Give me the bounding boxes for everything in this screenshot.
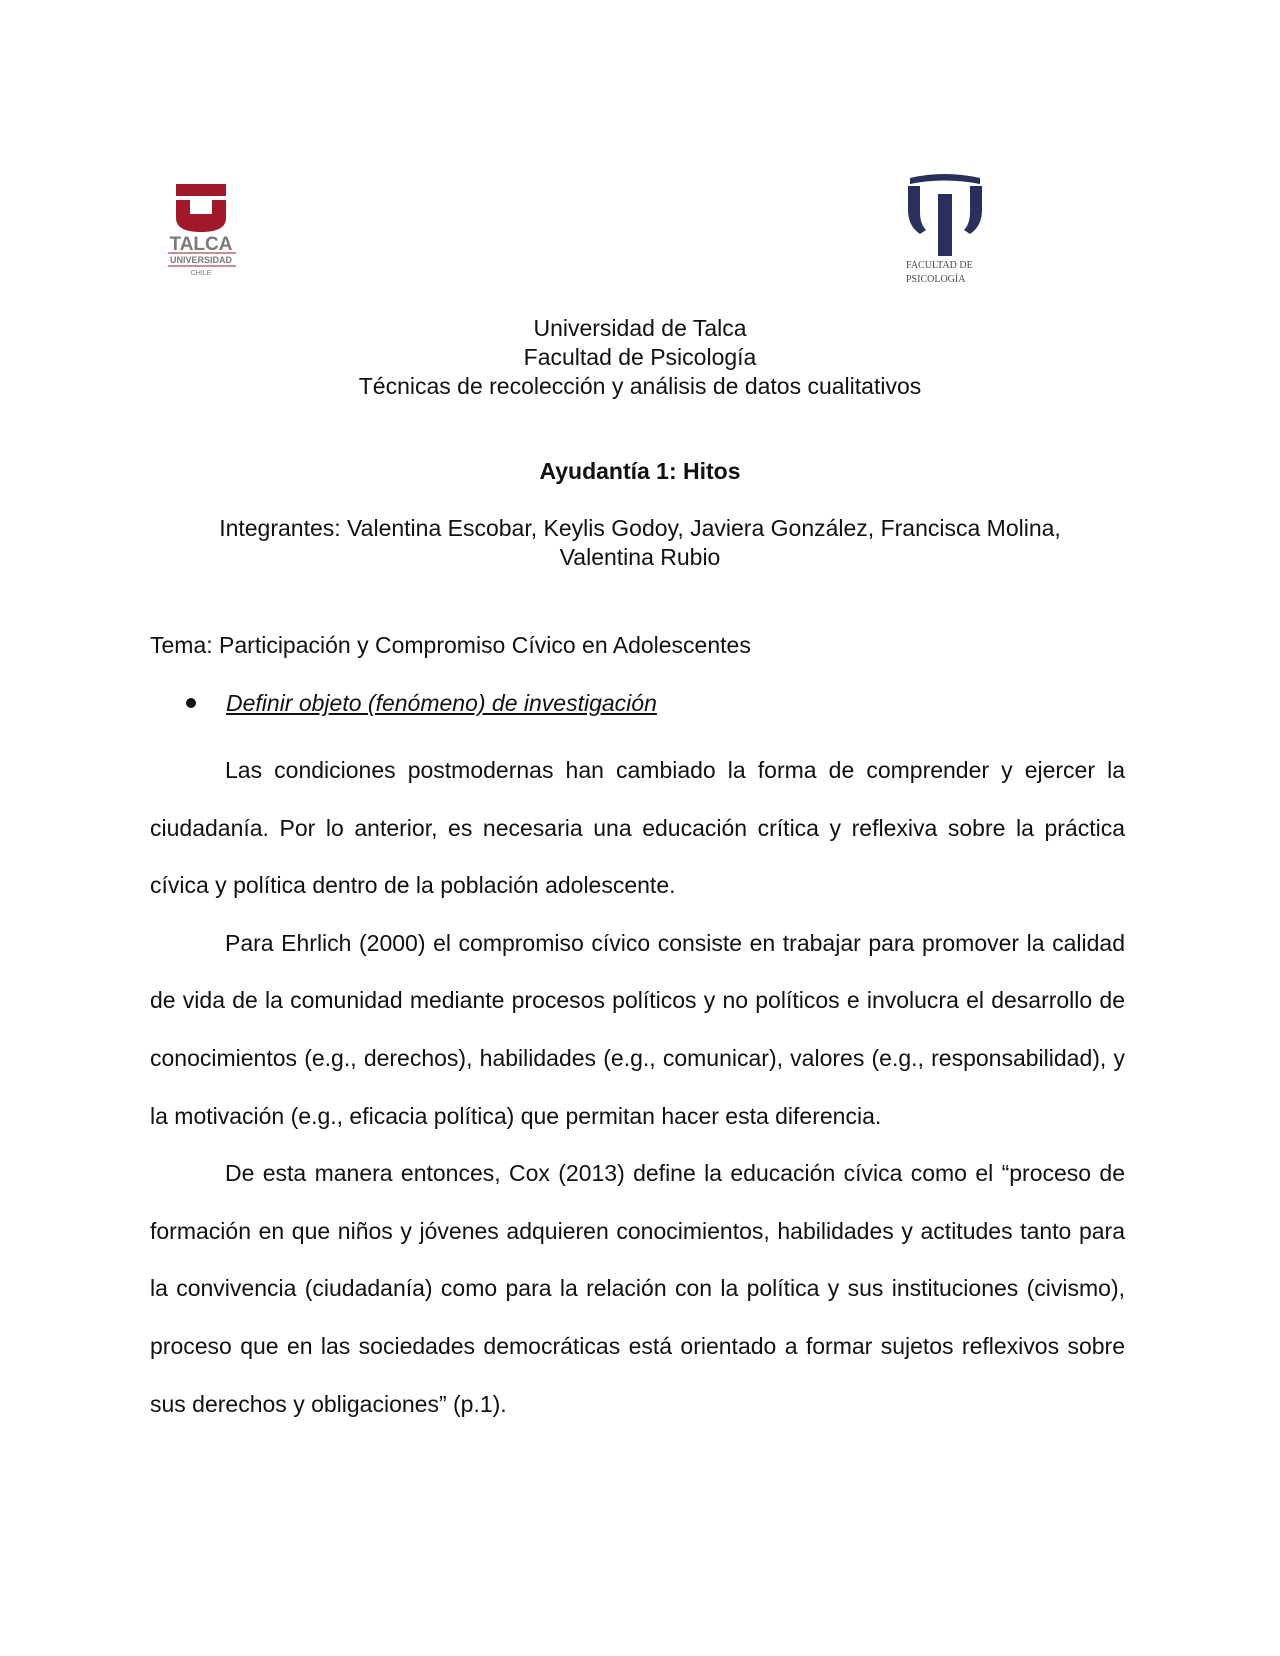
universidad-logo-text: UNIVERSIDAD (169, 255, 233, 265)
document-title: Ayudantía 1: Hitos (539, 458, 741, 484)
bullet-text: Definir objeto (fenómeno) de investigación (226, 690, 657, 716)
paragraph: De esta manera entonces, Cox (2013) define la educación cívica como el “proceso de formación en que niños y jóvenes adquieren conocimientos, habilidades y actitudes tanto para la convivencia (ciudadanía) como para la relación con la política y sus instituciones (civismo), proceso que en las sociedades democráticas está orientado a formar sujetos reflexivos sobre sus derechos y obligaciones” (p.1). (150, 1160, 1125, 1417)
members-list (150, 514, 1130, 572)
talca-logo-text: TALCA (169, 234, 233, 255)
body-text (150, 742, 1125, 1433)
members-line-2: Valentina Rubio (559, 544, 721, 570)
facultad-logo-text: FACULTAD DE (906, 260, 973, 271)
facultad-de-psicologia-logo (904, 172, 986, 292)
institution-header (0, 314, 1280, 401)
faculty-name: Facultad de Psicología (523, 344, 757, 370)
university-name: Universidad de Talca (533, 315, 747, 341)
bullet-item (186, 688, 657, 718)
universidad-de-talca-logo (168, 184, 248, 280)
paragraph: Las condiciones postmodernas han cambiado la forma de comprender y ejercer la ciudadanía. Por lo anterior, es necesaria una educación crítica y reflexiva sobre la práctica cívica y política dentro de la población adolescente. (150, 757, 1125, 899)
bullet-icon (186, 698, 196, 708)
paragraph: Para Ehrlich (2000) el compromiso cívico consiste en trabajar para promover la calidad de vida de la comunidad mediante procesos políticos y no políticos e involucra el desarrollo de conocimientos (e.g., derechos), habilidades (e.g., comunicar), valores (e.g., responsabilidad), y la motivación (e.g., eficacia política) que permitan hacer esta diferencia. (150, 929, 1125, 1129)
chile-logo-text: CHILE (190, 270, 212, 277)
course-name: Técnicas de recolección y análisis de datos cualitativos (358, 373, 922, 399)
psicologia-logo-text: PSICOLOGÍA (906, 274, 966, 285)
members-line-1: Integrantes: Valentina Escobar, Keylis Godoy, Javiera González, Francisca Molina, (219, 515, 1061, 541)
topic-line: Tema: Participación y Compromiso Cívico en Adolescentes (150, 632, 751, 658)
